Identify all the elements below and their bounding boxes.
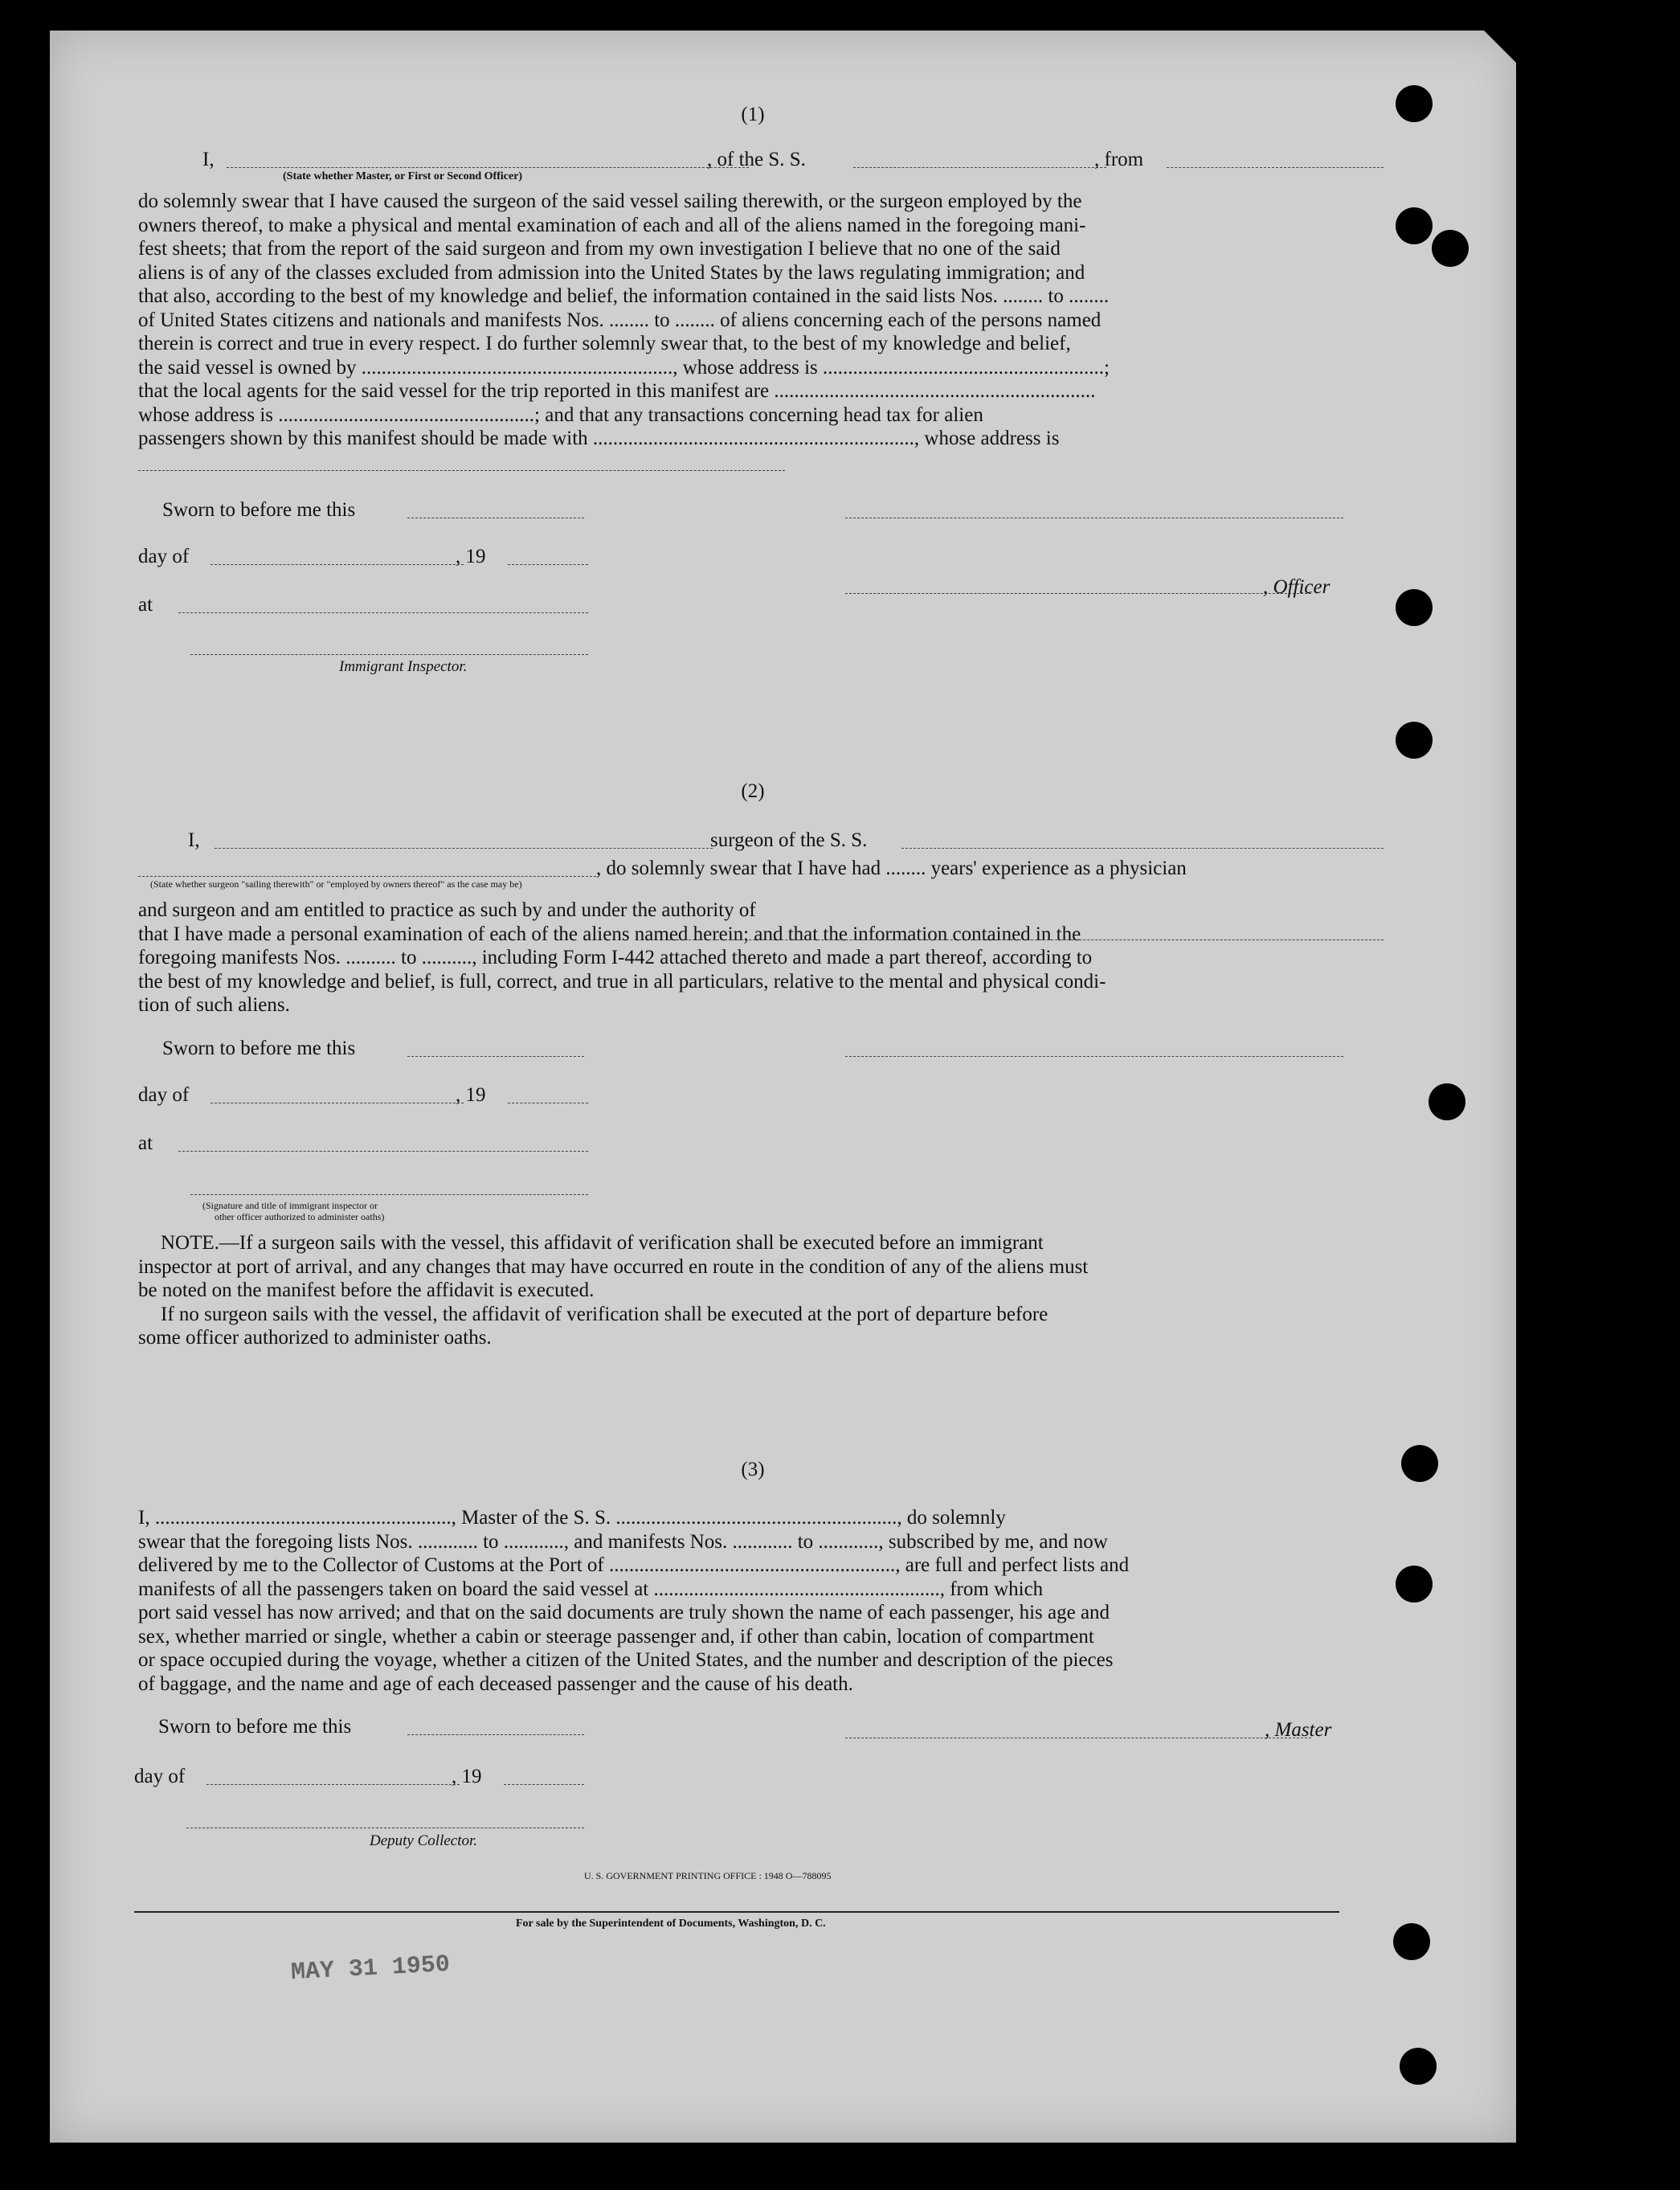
section-1-heading: (1) [741,104,765,125]
gpo-imprint: U. S. GOVERNMENT PRINTING OFFICE : 1948 O—788095 [584,1870,832,1881]
officer-signature-line [845,593,1311,594]
year-label-2: , 19 [456,1084,486,1106]
from-label: , from [1094,149,1144,170]
section-1-line: the said vessel is owned by .............................................................., whose address is ........................................................; [138,356,1110,379]
surgeon-signature-top-line [845,1056,1343,1057]
at-label-2: at [138,1132,153,1154]
section-3-heading: (3) [741,1459,765,1480]
punch-hole [1396,207,1433,244]
section-1-i: I, [202,149,215,170]
section-1-line: that also, according to the best of my knowledge and belief, the information contained in the said lists Nos. ........ to ........ [138,285,1110,307]
sworn-label-2: Sworn to before me this [162,1038,356,1059]
torn-corner [1484,31,1516,63]
surgeon-ss-label: surgeon of the S. S. [710,829,868,851]
year-line [504,1784,584,1785]
section-2-line: that I have made a personal examination of each of the aliens named herein; and that the information contained in the [138,923,1081,945]
section-1-body [138,190,1392,451]
officer-label: , Officer [1263,576,1331,598]
section-3-line: delivered by me to the Collector of Customs at the Port of ........................................................., are full and perfect lists and [138,1554,1130,1576]
state-master-note: (State whether Master, or First or Second Officer) [283,170,523,182]
section-2-i: I, [188,829,200,851]
surgeon-type-line [138,876,596,877]
punch-hole [1429,1083,1465,1120]
section-1-line: that the local agents for the said vessel for the trip reported in this manifest are ................................................................ [138,380,1096,402]
section-2-line: and surgeon and am entitled to practice as such by and under the authority of [138,899,756,921]
section-1-line: do solemnly swear that I have caused the surgeon of the said vessel sailing therewith, or the surgeon employed by the [138,190,1082,212]
section-3-line: of baggage, and the name and age of each deceased passenger and the cause of his death. [138,1672,853,1695]
section-1-line: owners thereof, to make a physical and mental examination of each and all of the aliens named in the foregoing mani- [138,214,1086,236]
surgeon-ship-line [901,848,1384,849]
day-of-label-2: day of [138,1084,190,1106]
sworn-date-line [407,1734,584,1735]
section-2-line: the best of my knowledge and belief, is full, correct, and true in all particulars, relative to the mental and physical condi- [138,970,1106,993]
punch-hole [1393,1923,1430,1960]
section-3-line: manifests of all the passengers taken on board the said vessel at ........................................................., from which [138,1578,1044,1600]
of-ss-label: , of the S. S. [707,149,806,170]
from-line [1167,167,1384,168]
section-2-heading: (2) [741,780,765,802]
section-2-note [138,1231,1392,1350]
sworn-label-1: Sworn to before me this [162,499,356,521]
form-page [50,31,1516,2143]
punch-hole [1396,589,1433,626]
ship-name-line [853,167,1106,168]
master-label: , Master [1265,1719,1332,1741]
date-stamp: MAY 31 1950 [290,1951,451,1987]
punch-hole [1396,85,1433,122]
punch-hole [1432,230,1469,267]
day-of-line [211,564,464,565]
at-line [178,1151,588,1152]
inspector-label: Immigrant Inspector. [339,658,468,675]
punch-hole [1396,1566,1433,1603]
year-label-3: , 19 [452,1766,482,1787]
day-of-line [206,1784,460,1785]
note-line: some officer authorized to administer oaths. [138,1327,492,1349]
day-of-label-3: day of [134,1766,186,1787]
punch-hole [1396,722,1433,759]
punch-hole [1400,2048,1437,2085]
section-3-line: I, ..........................................................., Master of the S. S. ........................................................, do solemnly [138,1507,1006,1529]
at-label-1: at [138,594,153,616]
section-2-body [138,899,1392,1017]
section-3-line: port said vessel has now arrived; and that on the said documents are truly shown the name of each passenger, his age and [138,1602,1110,1623]
surgeon-name-line [215,848,713,849]
note-line: be noted on the manifest before the affidavit is executed. [138,1279,595,1301]
punch-hole [1401,1445,1438,1482]
year-label-1: , 19 [456,546,486,567]
authority-line [668,939,1384,940]
sworn-label-3: Sworn to before me this [158,1716,352,1738]
year-line [508,564,588,565]
section-3-body [138,1506,1392,1696]
note-line: If no surgeon sails with the vessel, the affidavit of verification shall be executed at the port of departure before [161,1303,1048,1325]
signature-note-1: (Signature and title of immigrant inspector or [202,1200,378,1211]
section-1-line: fest sheets; that from the report of the said surgeon and from my own investigation I believe that no one of the said [138,238,1061,260]
agent-line [138,470,785,471]
day-of-label-1: day of [138,546,190,567]
section-3-line: or space occupied during the voyage, whether a citizen of the United States, and the number and description of the pieces [138,1649,1114,1671]
state-surgeon-note: (State whether surgeon "sailing therewith" or "employed by owners thereof" as the case may be) [150,878,522,890]
section-2-line: foregoing manifests Nos. .......... to .........., including Form I-442 attached thereto and made a part thereof, according to [138,947,1093,968]
at-line [178,612,588,613]
section-1-line: aliens is of any of the classes excluded from admission into the United States by the laws regulating immigration; and [138,261,1085,284]
sworn-date-line [407,1056,584,1057]
signature-note-2: other officer authorized to administer oaths) [215,1211,385,1222]
section-3-line: swear that the foregoing lists Nos. ............ to ............, and manifests Nos. ............ to ............, subscribed by me, and now [138,1530,1108,1553]
section-3-line: sex, whether married or single, whether a cabin or steerage passenger and, if other than cabin, location of compartment [138,1625,1094,1648]
surgeon-experience: , do solemnly swear that I have had ........ years' experience as a physician [596,858,1187,879]
footer-rule [134,1911,1339,1913]
deputy-collector-label: Deputy Collector. [370,1832,478,1849]
section-1-line: therein is correct and true in every respect. I do further solemnly swear that, to the best of my knowledge and belief, [138,333,1071,354]
signature-line [190,1194,588,1195]
master-name-line [227,167,749,168]
section-1-line: of United States citizens and nationals and manifests Nos. ........ to ........ of aliens concerning each of the persons named [138,309,1102,331]
section-2-line: tion of such aliens. [138,994,290,1016]
sale-notice: For sale by the Superintendent of Documents, Washington, D. C. [516,1918,826,1930]
note-line: NOTE.—If a surgeon sails with the vessel, this affidavit of verification shall be executed before an immigrant [161,1232,1044,1254]
section-1-line: passengers shown by this manifest should be made with ................................................................, whose address is [138,428,1060,449]
inspector-line [190,654,588,655]
note-line: inspector at port of arrival, and any changes that may have occurred en route in the condition of any of the aliens must [138,1255,1089,1278]
section-1-line: whose address is ...................................................; and that any transactions concerning head tax for alien [138,403,983,426]
